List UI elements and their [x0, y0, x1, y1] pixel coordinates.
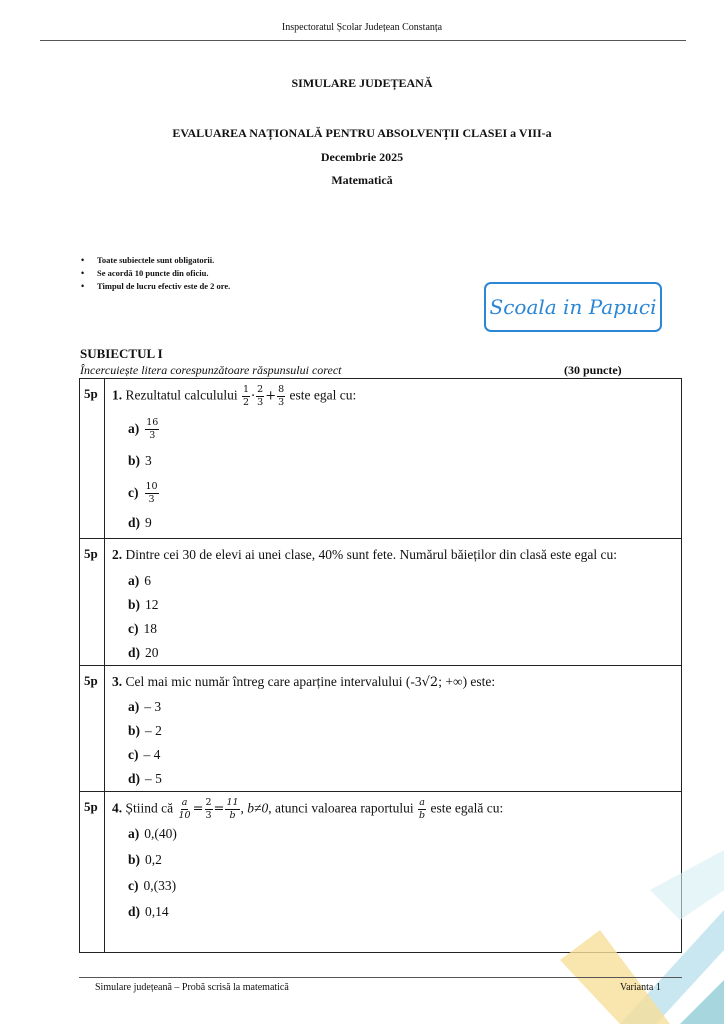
question-points: 5p — [80, 539, 105, 666]
footer-variant: Varianta 1 — [620, 982, 661, 993]
math-operator: + — [265, 388, 277, 404]
question-stem-end: ; +∞) este: — [438, 674, 496, 689]
question-number: 3. — [112, 674, 123, 689]
question-text: 4. Știind că $\frac{a}{10}$ = $\frac{2}{3}$ = $\frac{11}{b}$ , b≠0, atunci valoarea raportului $\frac{a}{b}$ este egală cu: — [112, 797, 504, 821]
question-number: 1. — [112, 387, 123, 403]
fraction: $\frac{11}{b}$ — [226, 797, 239, 821]
footer-divider — [79, 977, 682, 978]
fraction: $\frac{a}{10}$ — [178, 797, 191, 821]
logo-handwriting — [488, 287, 658, 327]
question-row — [80, 539, 682, 666]
answer-options — [128, 569, 681, 665]
answer-option-c[interactable]: c) 18 — [128, 621, 157, 636]
rule-item: • Se acordă 10 puncte din oficiu. — [80, 267, 230, 280]
question-stem-mid: , atunci valoarea raportului — [268, 800, 414, 816]
answer-option-b[interactable]: b) 0,2 — [128, 852, 162, 867]
answer-options — [128, 412, 681, 536]
header-divider — [40, 40, 686, 41]
fraction: $\frac{2}{3}$ — [205, 797, 212, 821]
answer-option-c[interactable]: c) 0,(33) — [128, 878, 177, 893]
rule-item: • Toate subiectele sunt obligatorii. — [80, 254, 230, 267]
question-text — [112, 672, 681, 693]
question-points: 5p — [80, 666, 105, 792]
section-points: (30 puncte) — [564, 363, 622, 377]
answer-option-b[interactable]: b) 3 — [128, 453, 152, 468]
rules-list — [80, 254, 230, 293]
question-stem: Știind că — [125, 800, 174, 816]
exam-title: EVALUAREA NAȚIONALĂ PENTRU ABSOLVENȚII CLASEI a VIII-a — [172, 126, 552, 140]
main-title: SIMULARE JUDEȚEANĂ — [291, 76, 433, 90]
question-stem-end: este egală cu: — [430, 800, 504, 816]
answer-option-d[interactable]: d) 0,14 — [128, 904, 169, 919]
fraction: $\frac{16}{3}$ — [146, 416, 159, 441]
fraction: $\frac{a}{b}$ — [419, 797, 426, 821]
page-header: Inspectoratul Școlar Județean Constanța — [281, 22, 443, 33]
answer-option-a[interactable]: a) 0,(40) — [128, 826, 177, 841]
question-row — [80, 666, 682, 792]
question-stem: Dintre cei 30 de elevi ai unei clase, 40% sunt fete. Numărul băieților din clasă este egal cu: — [125, 547, 617, 562]
corner-decoration — [560, 830, 724, 1024]
fraction: $\frac{1}{2}$ — [242, 384, 250, 408]
question-text — [112, 385, 681, 408]
question-number: 2. — [112, 547, 123, 562]
rule-item: • Timpul de lucru efectiv este de 2 ore. — [80, 280, 230, 293]
equals-sign: = — [192, 801, 204, 817]
footer-title: Simulare județeană – Probă scrisă la matematică — [95, 982, 289, 993]
question-points: 5p — [80, 379, 105, 539]
section-instruction: Încercuiește litera corespunzătoare răspunsului corect — [80, 363, 342, 377]
answer-option-a[interactable]: a) – 3 — [128, 699, 162, 714]
answer-options — [128, 695, 681, 791]
answer-option-c[interactable]: c) $\frac{10}{3}$ — [128, 480, 158, 505]
section-title: SUBIECTUL I — [80, 346, 163, 361]
fraction: $\frac{2}{3}$ — [257, 384, 264, 408]
answer-option-a[interactable]: a) 6 — [128, 573, 151, 588]
fraction: $\frac{8}{3}$ — [278, 384, 285, 408]
question-body — [105, 379, 682, 539]
watermark-logo — [484, 282, 662, 332]
equals-sign: = — [213, 801, 225, 817]
fraction: $\frac{10}{3}$ — [145, 480, 158, 505]
answer-option-d[interactable]: d) 20 — [128, 645, 159, 660]
question-number: 4. — [112, 800, 123, 816]
exam-date: Decembrie 2025 — [320, 150, 404, 164]
question-stem: Rezultatul calculului — [125, 387, 238, 403]
answer-option-a[interactable]: a) $\frac{16}{3}$ — [128, 416, 159, 441]
answer-option-c[interactable]: c) – 4 — [128, 747, 161, 762]
answer-option-d[interactable]: d) 9 — [128, 515, 152, 530]
answer-option-b[interactable]: b) 12 — [128, 597, 159, 612]
deco-stripe-light — [650, 850, 724, 920]
math-operator: · — [251, 388, 256, 404]
logo-text: Scoala in Papuci — [489, 295, 657, 319]
sqrt-expression: √2 — [421, 675, 439, 690]
question-row — [80, 379, 682, 539]
question-points: 5p — [80, 792, 105, 953]
exam-subject: Matematică — [331, 173, 393, 187]
answer-option-d[interactable]: d) – 5 — [128, 771, 162, 786]
answer-option-b[interactable]: b) – 2 — [128, 723, 162, 738]
question-body — [105, 666, 682, 792]
question-text — [112, 545, 681, 565]
question-stem-end: este egal cu: — [289, 387, 357, 403]
question-body — [105, 539, 682, 666]
question-stem: Cel mai mic număr întreg care aparține intervalului (-3 — [125, 674, 422, 689]
condition: b≠0 — [247, 800, 269, 816]
